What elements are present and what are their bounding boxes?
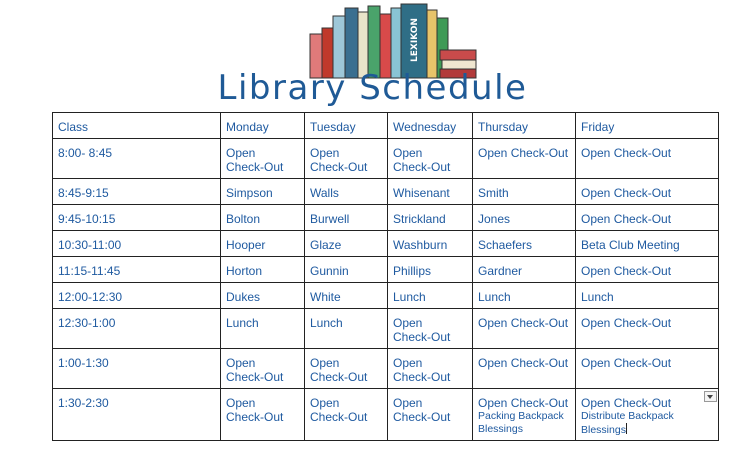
monday-cell: Bolton (221, 205, 305, 231)
wednesday-cell: Strickland (388, 205, 473, 231)
thursday-cell: Jones (473, 205, 576, 231)
thursday-cell: Lunch (473, 283, 576, 309)
table-row (53, 205, 719, 231)
thursday-cell-note: Packing Backpack Blessings (478, 410, 564, 435)
tuesday-cell: Gunnin (305, 257, 388, 283)
tuesday-cell: Walls (305, 179, 388, 205)
table-row (53, 139, 719, 179)
time-cell: 12:00-12:30 (53, 283, 221, 309)
friday-cell: Lunch (576, 283, 719, 309)
schedule-table (52, 112, 719, 441)
time-cell: 1:30-2:30 (53, 389, 221, 441)
page-header (0, 0, 745, 112)
wednesday-cell: Open Check-Out (388, 389, 473, 441)
time-cell: 9:45-10:15 (53, 205, 221, 231)
table-row (53, 257, 719, 283)
friday-cell: Open Check-Out (576, 139, 719, 179)
monday-cell: Hooper (221, 231, 305, 257)
tuesday-cell: Open Check-Out (305, 349, 388, 389)
table-row (53, 179, 719, 205)
time-cell: 11:15-11:45 (53, 257, 221, 283)
table-row (53, 349, 719, 389)
thursday-cell: Smith (473, 179, 576, 205)
time-cell: 1:00-1:30 (53, 349, 221, 389)
friday-cell-editing[interactable] (576, 389, 719, 441)
header-cell-monday: Monday (221, 113, 305, 139)
wednesday-cell: Open Check-Out (388, 349, 473, 389)
monday-cell: Horton (221, 257, 305, 283)
friday-cell-main: Open Check-Out (581, 396, 672, 410)
thursday-cell: Schaefers (473, 231, 576, 257)
time-cell: 8:00- 8:45 (53, 139, 221, 179)
text-cursor (626, 423, 627, 434)
thursday-cell: Open Check-Out (473, 309, 576, 349)
table-header-row (53, 113, 719, 139)
friday-cell: Open Check-Out (576, 179, 719, 205)
table-row (53, 389, 719, 441)
time-cell: 8:45-9:15 (53, 179, 221, 205)
book-spine-label: LEXIKON (410, 18, 420, 62)
tuesday-cell: White (305, 283, 388, 309)
wednesday-cell: Lunch (388, 283, 473, 309)
time-cell: 10:30-11:00 (53, 231, 221, 257)
friday-cell-note-text: Distribute Backpack Blessings (581, 410, 674, 436)
table-row (53, 309, 719, 349)
friday-cell-note (581, 410, 713, 436)
friday-cell: Beta Club Meeting (576, 231, 719, 257)
monday-cell: Open Check-Out (221, 139, 305, 179)
thursday-cell: Open Check-Out (473, 349, 576, 389)
wednesday-cell: Open Check-Out (388, 309, 473, 349)
thursday-cell: Open Check-Out (473, 139, 576, 179)
table-row (53, 231, 719, 257)
friday-cell: Open Check-Out (576, 349, 719, 389)
tuesday-cell: Burwell (305, 205, 388, 231)
tuesday-cell: Glaze (305, 231, 388, 257)
tuesday-cell: Open Check-Out (305, 389, 388, 441)
header-cell-class: Class (53, 113, 221, 139)
cell-dropdown-icon[interactable] (704, 391, 717, 402)
friday-cell: Open Check-Out (576, 257, 719, 283)
wednesday-cell: Washburn (388, 231, 473, 257)
wednesday-cell: Phillips (388, 257, 473, 283)
header-cell-wednesday: Wednesday (388, 113, 473, 139)
header-cell-thursday: Thursday (473, 113, 576, 139)
monday-cell: Lunch (221, 309, 305, 349)
header-cell-friday: Friday (576, 113, 719, 139)
tuesday-cell: Lunch (305, 309, 388, 349)
monday-cell: Open Check-Out (221, 349, 305, 389)
thursday-cell: Gardner (473, 257, 576, 283)
monday-cell: Simpson (221, 179, 305, 205)
friday-cell: Open Check-Out (576, 205, 719, 231)
friday-cell: Open Check-Out (576, 309, 719, 349)
header-cell-tuesday: Tuesday (305, 113, 388, 139)
wednesday-cell: Whisenant (388, 179, 473, 205)
tuesday-cell: Open Check-Out (305, 139, 388, 179)
monday-cell: Dukes (221, 283, 305, 309)
page-title: Library Schedule (217, 68, 528, 108)
wednesday-cell: Open Check-Out (388, 139, 473, 179)
table-row (53, 283, 719, 309)
thursday-cell-main: Open Check-Out (478, 396, 569, 410)
monday-cell: Open Check-Out (221, 389, 305, 441)
thursday-cell (473, 389, 576, 441)
time-cell: 12:30-1:00 (53, 309, 221, 349)
